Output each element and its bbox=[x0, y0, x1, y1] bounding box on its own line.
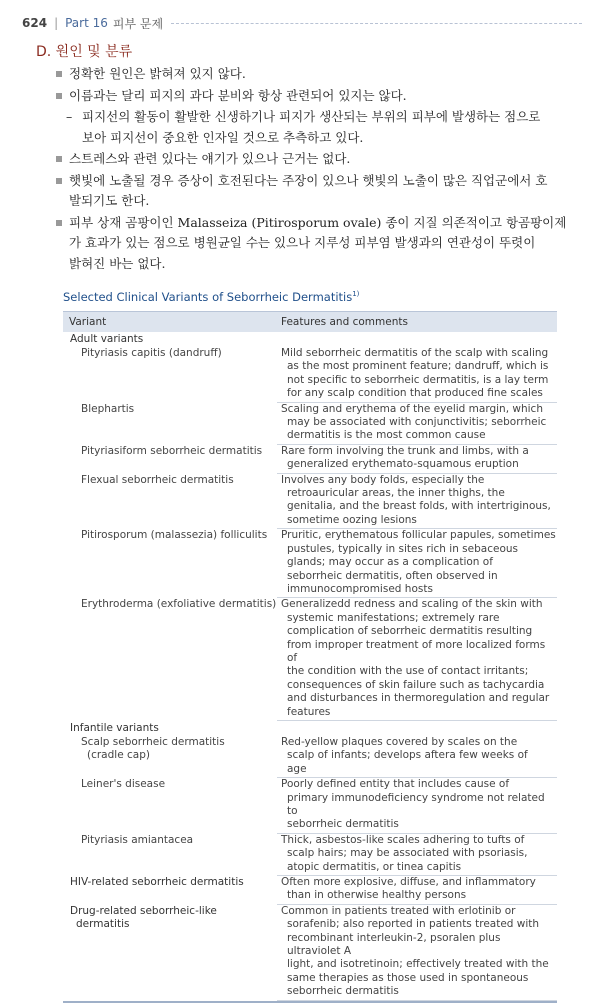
page-number: 624 bbox=[22, 16, 48, 30]
header-separator: | bbox=[54, 16, 59, 30]
column-header-variant: Variant bbox=[69, 316, 107, 328]
bullet-text-line: 이름과는 달리 피지의 과다 분비와 항상 관련되어 있지는 않다. bbox=[69, 87, 407, 103]
variant-cell bbox=[63, 905, 277, 1001]
features-text: scalp of infants; develops aftera few weeks of bbox=[287, 749, 528, 762]
features-text: Rare form involving the trunk and limbs, with a bbox=[281, 444, 529, 457]
table-header bbox=[63, 311, 557, 332]
table-row bbox=[63, 905, 557, 1001]
section-title: D. 원인 및 분류 bbox=[36, 44, 133, 60]
features-text: Mild seborrheic dermatitis of the scalp with scaling bbox=[281, 347, 549, 359]
table-bottom-rule bbox=[63, 1001, 557, 1003]
features-text: same therapies as those used in spontaneous bbox=[287, 971, 529, 984]
bullet-text-line: 가 효과가 있는 점으로 병원균일 수는 있으나 지루성 피부염 발생과의 연관성이 뚜렷이 bbox=[69, 235, 536, 250]
variant-text: Scalp seborrheic dermatitis bbox=[81, 735, 225, 748]
table-row bbox=[63, 474, 557, 530]
features-text: consequences of skin failure such as tachycardia bbox=[287, 678, 545, 691]
bullet-text-line: 밝혀진 바는 없다. bbox=[69, 255, 166, 271]
features-text: scalp hairs; may be associated with psoriasis, bbox=[287, 847, 528, 860]
table-row bbox=[63, 834, 557, 876]
features-text: seborrheic dermatitis, often observed in bbox=[287, 569, 498, 582]
bullet-text-line: 피부 상재 곰팡이인 Malasseiza (Pitirosporum ovale) 종이 지질 의존적이고 항곰팡이제 bbox=[69, 214, 567, 230]
variant-text: dermatitis bbox=[76, 918, 130, 931]
features-text: retroauricular areas, the inner thighs, the bbox=[287, 487, 505, 500]
bullet-text-line: 보아 피지선이 중요한 인자일 것으로 추측하고 있다. bbox=[82, 129, 364, 145]
table-row bbox=[63, 529, 557, 598]
table-row bbox=[63, 736, 557, 778]
features-text: recombinant interleukin-2, psoralen plus ultraviolet A bbox=[287, 931, 501, 958]
variant-text: Flexual seborrheic dermatitis bbox=[81, 473, 234, 486]
features-text: seborrheic dermatitis bbox=[287, 985, 399, 998]
features-text: dermatitis is the most common cause bbox=[287, 429, 486, 442]
variant-text: (cradle cap) bbox=[87, 749, 150, 762]
column-header-features: Features and comments bbox=[281, 316, 408, 328]
table-caption bbox=[63, 290, 359, 304]
features-text: features bbox=[287, 705, 331, 718]
features-text: Common in patients treated with erlotinib or bbox=[281, 904, 516, 917]
table-row bbox=[63, 876, 557, 905]
variant-cell bbox=[63, 445, 277, 474]
group-label: Adult variants bbox=[70, 333, 144, 345]
features-cell bbox=[277, 598, 557, 721]
features-text: not specific to seborrheic dermatitis, is a lay term bbox=[287, 373, 549, 386]
features-text: Pruritic, erythematous follicular papules, sometimes bbox=[281, 529, 556, 542]
features-text: generalized erythemato-squamous eruption bbox=[287, 458, 519, 471]
features-text: seborrheic dermatitis bbox=[287, 818, 399, 831]
features-text: pustules, typically in sites rich in sebaceous bbox=[287, 542, 518, 555]
variant-text: Drug-related seborrheic-like bbox=[70, 904, 217, 917]
dash-marker: – bbox=[66, 109, 73, 124]
part-label: Part 16 bbox=[65, 16, 108, 30]
variant-text: Pityriasis capitis (dandruff) bbox=[81, 347, 222, 359]
chapter-label: 피부 문제 bbox=[112, 16, 164, 31]
table-caption-text: Selected Clinical Variants of Seborrheic Dermatitis bbox=[63, 290, 353, 304]
variant-cell bbox=[63, 403, 277, 445]
bullet-item bbox=[56, 86, 571, 107]
features-text: than in otherwise healthy persons bbox=[287, 889, 467, 902]
bullet-text-line: 햇빛에 노출될 경우 증상이 호전된다는 주장이 있으나 햇빛의 노출이 많은 직업군에서 호 bbox=[69, 172, 548, 188]
features-text: sometime oozing lesions bbox=[287, 513, 417, 526]
features-text: complication of seborrheic dermatitis resulting bbox=[287, 625, 533, 638]
features-text: as the most prominent feature; dandruff, which is bbox=[287, 360, 549, 373]
features-text: Often more explosive, diffuse, and inflammatory bbox=[281, 876, 536, 889]
features-text: Scaling and erythema of the eyelid margin, which bbox=[281, 402, 543, 415]
table-row bbox=[63, 598, 557, 721]
bullet-text-line: 정확한 원인은 밝혀져 있지 않다. bbox=[69, 66, 246, 81]
features-text: glands; may occur as a complication of bbox=[287, 556, 493, 569]
variant-cell bbox=[63, 598, 277, 721]
table-caption-ref: 1) bbox=[352, 290, 360, 299]
features-cell bbox=[277, 474, 557, 530]
variant-cell bbox=[63, 736, 277, 778]
bullet-text-line: 피지선의 활동이 활발한 신생하기나 피지가 생산되는 부위의 피부에 발생하는 점으로 bbox=[82, 109, 541, 124]
features-text: light, and isotretinoin; effectively treated with the bbox=[287, 958, 549, 971]
variant-text: Pityriasis amiantacea bbox=[81, 833, 194, 846]
features-text: and disturbances in thermoregulation and regular bbox=[287, 692, 550, 705]
features-text: may be associated with conjunctivitis; seborrheic bbox=[287, 416, 547, 429]
features-cell bbox=[277, 529, 557, 598]
features-cell bbox=[277, 403, 557, 445]
features-text: atopic dermatitis, or tinea capitis bbox=[287, 860, 462, 873]
features-text: Poorly defined entity that includes cause of bbox=[281, 778, 510, 791]
table-row bbox=[63, 778, 557, 834]
features-text: the condition with the use of contact irritants; bbox=[287, 665, 529, 678]
variant-text: Blephartis bbox=[81, 402, 135, 415]
variant-cell bbox=[63, 347, 277, 403]
features-cell bbox=[277, 736, 557, 778]
features-cell bbox=[277, 778, 557, 834]
square-bullet-icon bbox=[56, 71, 62, 77]
variant-cell bbox=[63, 474, 277, 530]
table-row bbox=[63, 403, 557, 445]
bullet-item bbox=[56, 64, 571, 85]
variant-text: Erythroderma (exfoliative dermatitis) bbox=[81, 598, 277, 611]
features-cell bbox=[277, 347, 557, 403]
features-text: age bbox=[287, 762, 307, 775]
features-text: systemic manifestations; extremely rare bbox=[287, 611, 500, 624]
variant-cell bbox=[63, 876, 277, 905]
page-header bbox=[22, 13, 582, 33]
features-cell bbox=[277, 876, 557, 905]
features-text: sorafenib; also reported in patients treated with bbox=[287, 918, 540, 931]
variant-cell bbox=[63, 778, 277, 834]
table-body bbox=[63, 332, 557, 1001]
header-rule bbox=[171, 23, 582, 24]
variant-cell bbox=[63, 834, 277, 876]
variant-text: HIV-related seborrheic dermatitis bbox=[70, 876, 244, 889]
bullet-text-line: 스트레스와 관련 있다는 얘기가 있으나 근거는 없다. bbox=[69, 151, 351, 166]
features-text: from improper treatment of more localized forms of bbox=[287, 638, 546, 664]
variant-text: Leiner's disease bbox=[81, 778, 166, 791]
features-text: primary immunodeficiency syndrome not related to bbox=[287, 791, 545, 817]
features-text: immunocompromised hosts bbox=[287, 582, 433, 595]
variants-table bbox=[63, 311, 557, 1003]
features-text: Red-yellow plaques covered by scales on the bbox=[281, 735, 518, 748]
square-bullet-icon bbox=[56, 220, 62, 226]
features-text: genitalia, and the breast folds, with intertriginous, bbox=[287, 500, 551, 513]
features-cell bbox=[277, 905, 557, 1001]
features-text: Thick, asbestos-like scales adhering to tufts of bbox=[281, 833, 525, 846]
square-bullet-icon bbox=[56, 93, 62, 99]
square-bullet-icon bbox=[56, 178, 62, 184]
features-text: Involves any body folds, especially the bbox=[281, 473, 485, 486]
bullet-item bbox=[56, 213, 571, 275]
bullet-text-line: 발되기도 한다. bbox=[69, 193, 150, 208]
sub-bullet-item bbox=[56, 107, 571, 148]
variant-cell bbox=[63, 529, 277, 598]
table-row bbox=[63, 347, 557, 403]
features-text: for any scalp condition that produced fine scales bbox=[287, 387, 543, 400]
bullet-list bbox=[56, 64, 571, 275]
table-row bbox=[63, 445, 557, 474]
variant-text: Pityriasiform seborrheic dermatitis bbox=[81, 444, 263, 457]
features-cell bbox=[277, 445, 557, 474]
bullet-item bbox=[56, 149, 571, 170]
features-cell bbox=[277, 834, 557, 876]
features-text: Generalizedd redness and scaling of the skin with bbox=[281, 598, 543, 611]
square-bullet-icon bbox=[56, 156, 62, 162]
variant-text: Pitirosporum (malassezia) folliculits bbox=[81, 529, 268, 542]
group-label: Infantile variants bbox=[70, 721, 159, 734]
bullet-item bbox=[56, 171, 571, 212]
